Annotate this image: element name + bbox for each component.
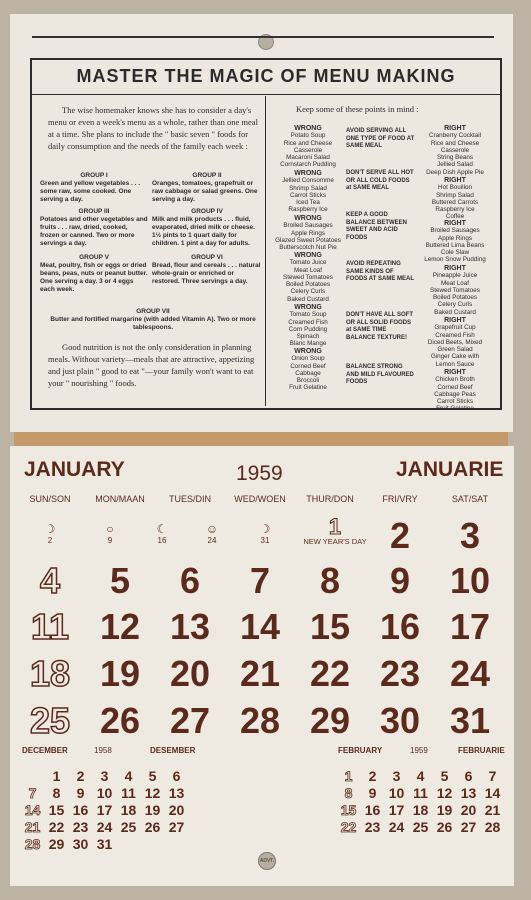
mini-day-cell: 28 xyxy=(484,819,501,835)
day-name-wed: WED/WOEN xyxy=(234,494,286,504)
mini-day-cell: 27 xyxy=(168,819,185,835)
mini-day-cell: 21 xyxy=(24,819,41,835)
keep-heading: Keep some of these points in mind : xyxy=(296,104,419,114)
mini-day-cell: 25 xyxy=(120,819,137,835)
moon-phase-new-icon: ☺ 24 xyxy=(205,522,219,545)
mini-day-cell: 8 xyxy=(344,785,353,801)
day-cell: 4 xyxy=(39,560,61,601)
mini-day-cell: 13 xyxy=(460,785,477,801)
mini-day-cell: 7 xyxy=(28,785,37,801)
mini-day-cell: 2 xyxy=(368,768,377,784)
day-cell: 18 xyxy=(29,653,71,694)
moon-phase-full-icon: ○ 9 xyxy=(106,522,114,545)
moon-phase-first-quarter-2-icon: ☽ 31 xyxy=(259,522,271,545)
day-cell: 14 xyxy=(239,606,281,647)
day-cell: 11 xyxy=(30,606,70,647)
day-cell: 6 xyxy=(179,560,201,601)
mini-day-cell: 9 xyxy=(368,785,377,801)
mini-day-cell: 3 xyxy=(100,768,109,784)
mini-day-cell: 1 xyxy=(52,768,61,784)
calendar-binding xyxy=(14,432,508,446)
mini-day-cell: 31 xyxy=(96,836,113,852)
day-cell: 22 xyxy=(309,653,351,694)
month-title-en: JANUARY xyxy=(24,458,125,481)
day-name-sat: SAT/SAT xyxy=(451,494,489,504)
moon-phase-first-quarter-icon: ☽ 2 xyxy=(44,522,56,545)
mini-day-cell: 16 xyxy=(364,802,381,818)
mini-day-cell: 22 xyxy=(48,819,65,835)
headline: MASTER THE MAGIC OF MENU MAKING xyxy=(76,66,456,86)
headline-rule xyxy=(30,94,500,95)
moon-phase-last-quarter-icon: ☾ 16 xyxy=(156,522,168,545)
wrong-column: WRONG Potato Soup Rice and Cheese Casserole Macaroni Salad Cornstarch Pudding WRONG Jellied Consomme Shrimp Salad Carrot Sticks Iced Tea Raspberry Ice WRONG Broiled Sausages Apple Rings Glazed Sweet Potatoes Butterscotch Nut Pie WRONG Tomato Juice Meat Loaf Stewed Tomatoes Boiled Potatoes Celery Curls Baked Custard WRONG Tomato Soup Creamed Fish Corn Pudding Spinach Blanc Mange WRONG Onion Soup Corned Beef Cabbage Broccoli Fruit Gelatine xyxy=(275,125,341,392)
mini-day-cell: 9 xyxy=(76,785,85,801)
mini-day-cell: 28 xyxy=(24,836,41,852)
mini-day-cell: 22 xyxy=(340,819,357,835)
mini-day-cell: 20 xyxy=(460,802,477,818)
calendar-year: 1959 xyxy=(236,462,283,485)
group-1: GROUP I Green and yellow vegetables . . . some raw, some cooked. One serving a day. xyxy=(40,172,141,203)
day-cell: 27 xyxy=(169,700,211,741)
mini-day-cell: 24 xyxy=(96,819,113,835)
top-rule xyxy=(32,36,494,38)
mini-day-cell: 3 xyxy=(392,768,401,784)
mini-day-cell: 17 xyxy=(388,802,405,818)
mini-day-cell: 20 xyxy=(168,802,185,818)
mini-day-cell: 15 xyxy=(48,802,65,818)
day-cell: 3 xyxy=(459,515,481,556)
group-3: GROUP III Potatoes and other vegetables and fruits . . . raw, dried, cooked, frozen or canned. Two or more servings a day. xyxy=(40,208,148,247)
day-cell: 7 xyxy=(249,560,271,601)
mini-calendar-december: DECEMBER 1958 DESEMBER 1 2 3 4 5 6 7 8 9 10 11 12 13 14 15 16 17 18 19 20 21 22 23 24 25 26 27 28 29 30 31 xyxy=(22,746,196,852)
mini-day-cell: 2 xyxy=(76,768,85,784)
day-cell: 25 xyxy=(29,700,71,741)
group-2: GROUP II Oranges, tomatoes, grapefruit or raw cabbage or salad greens. One serving a day. xyxy=(152,172,258,203)
mini-day-cell: 26 xyxy=(144,819,161,835)
day-cell: 15 xyxy=(309,606,351,647)
mini-day-cell: 19 xyxy=(436,802,453,818)
mini-day-cell: 23 xyxy=(72,819,89,835)
day-cell: 13 xyxy=(169,606,211,647)
day-cell: 10 xyxy=(449,560,491,601)
mini-day-cell: 18 xyxy=(120,802,137,818)
mini-day-cell: 10 xyxy=(388,785,405,801)
day-cell: 19 xyxy=(99,653,141,694)
mini-day-cell: 17 xyxy=(96,802,113,818)
day-cell: 17 xyxy=(449,606,491,647)
group-4: GROUP IV Milk and milk products . . . fluid, evaporated, dried milk or cheese. 1½ pints to 1 quart daily for children. 1 pint a day for adults. xyxy=(152,208,255,247)
mini-day-cell: 1 xyxy=(344,768,353,784)
day-cell: 21 xyxy=(239,653,281,694)
mini-day-cell: 14 xyxy=(484,785,501,801)
mini-day-cell: 21 xyxy=(484,802,501,818)
mini-day-cell: 11 xyxy=(121,785,136,801)
day-cell: 9 xyxy=(389,560,411,601)
mini-day-cell: 24 xyxy=(388,819,405,835)
mini-day-cell: 10 xyxy=(96,785,113,801)
mini-day-cell: 13 xyxy=(168,785,185,801)
group-7: GROUP VII Butter and fortified margarine (with added Vitamin A). Two or more tablespoons. xyxy=(50,308,256,331)
mini-day-cell: 4 xyxy=(124,768,133,784)
mini-day-cell: 30 xyxy=(72,836,89,852)
day-cell: 23 xyxy=(379,653,421,694)
mini-day-cell: 18 xyxy=(412,802,429,818)
mini-day-cell: 6 xyxy=(464,768,473,784)
mini-day-cell: 5 xyxy=(440,768,449,784)
mini-day-cell: 6 xyxy=(172,768,181,784)
mini-day-cell: 27 xyxy=(460,819,477,835)
day-name-thu: THUR/DON xyxy=(306,494,354,504)
mini-calendar-february: FEBRUARY 1959 FEBRUARIE 1 2 3 4 5 6 7 8 9 10 11 12 13 14 15 16 17 18 19 20 21 22 23 24 25 26 27 28 xyxy=(338,746,505,835)
day-cell: 28 xyxy=(239,700,281,741)
month-title-af: JANUARIE xyxy=(396,458,504,481)
outro-text: Good nutrition is not the only consideration in planning meals. Without variety—meals that are attractive, appetizing and just plain " good to eat "—your family won't want to eat your " nourishing " foods. xyxy=(48,342,255,388)
day-cell: 29 xyxy=(309,700,351,741)
mini-day-cell: 23 xyxy=(364,819,381,835)
holiday-new-years-day: 1 NEW YEAR'S DAY xyxy=(303,514,367,546)
mini-day-cell: 26 xyxy=(436,819,453,835)
day-cell: 30 xyxy=(379,700,421,741)
mini-day-cell: 11 xyxy=(413,785,428,801)
column-rule xyxy=(265,96,266,406)
day-name-fri: FRI/VRY xyxy=(382,494,418,504)
day-name-tue: TUES/DIN xyxy=(168,494,211,504)
group-5: GROUP V Meat, poultry, fish or eggs or dried beans, peas, nuts or peanut butter. One serving a day. 3 or 4 eggs each week. xyxy=(40,254,148,293)
day-cell: 16 xyxy=(379,606,421,647)
mini-day-cell: 19 xyxy=(144,802,161,818)
mini-day-cell: 12 xyxy=(144,785,161,801)
mini-day-cell: 7 xyxy=(488,768,497,784)
day-name-sun: SUN/SON xyxy=(29,494,71,504)
day-cell: 20 xyxy=(169,653,211,694)
advert-label: ADVT. xyxy=(260,858,275,864)
mini-day-cell: 15 xyxy=(340,802,357,818)
intro-text: The wise homemaker knows she has to consider a day's menu or even a week's menu as a whole, rather than one meal at a time. She plans to include the " basic seven " foods for daily consumption and the needs of the family each week : xyxy=(48,105,258,151)
mini-day-cell: 14 xyxy=(24,802,41,818)
day-cell: 2 xyxy=(389,515,411,556)
mini-day-cell: 16 xyxy=(72,802,89,818)
day-cell: 8 xyxy=(319,560,341,601)
day-cell: 24 xyxy=(449,653,491,694)
mini-day-cell: 12 xyxy=(436,785,453,801)
right-column: RIGHT Cranberry Cocktail Rice and Cheese Casserole String Beans Jellied Salad Deep Dish Apple Pie RIGHT Hot Bouillon Shrimp Salad Buttered Carrots Raspberry Ice Coffee RIGHT Broiled Sausages Apple Rings Buttered Lima Beans Cole Slaw Lemon Snow Pudding RIGHT Pineapple Juice Meat Loaf Stewed Tomatoes Boiled Potatoes Celery Curls Baked Custard RIGHT Grapefruit Cup Creamed Fish Diced Beets, Mixed Green Salad Ginger Cake with Lemon Sauce RIGHT Chicken Broth Corned Beef Cabbage Peas Carrot Sticks Fruit Gelatine xyxy=(424,125,486,413)
day-cell: 26 xyxy=(99,700,141,741)
mini-day-cell: 29 xyxy=(48,836,65,852)
group-6: GROUP VI Bread, flour and cereals . . . natural whole-grain or enriched or restored. Three servings a day. xyxy=(152,254,261,285)
mini-day-cell: 5 xyxy=(148,768,157,784)
mini-day-cell: 8 xyxy=(52,785,61,801)
mini-day-cell: 25 xyxy=(412,819,429,835)
day-name-mon: MON/MAAN xyxy=(95,494,145,504)
mini-day-cell: 4 xyxy=(416,768,425,784)
day-cell: 31 xyxy=(449,700,491,741)
day-cell: 5 xyxy=(109,560,131,601)
day-cell: 12 xyxy=(99,606,141,647)
